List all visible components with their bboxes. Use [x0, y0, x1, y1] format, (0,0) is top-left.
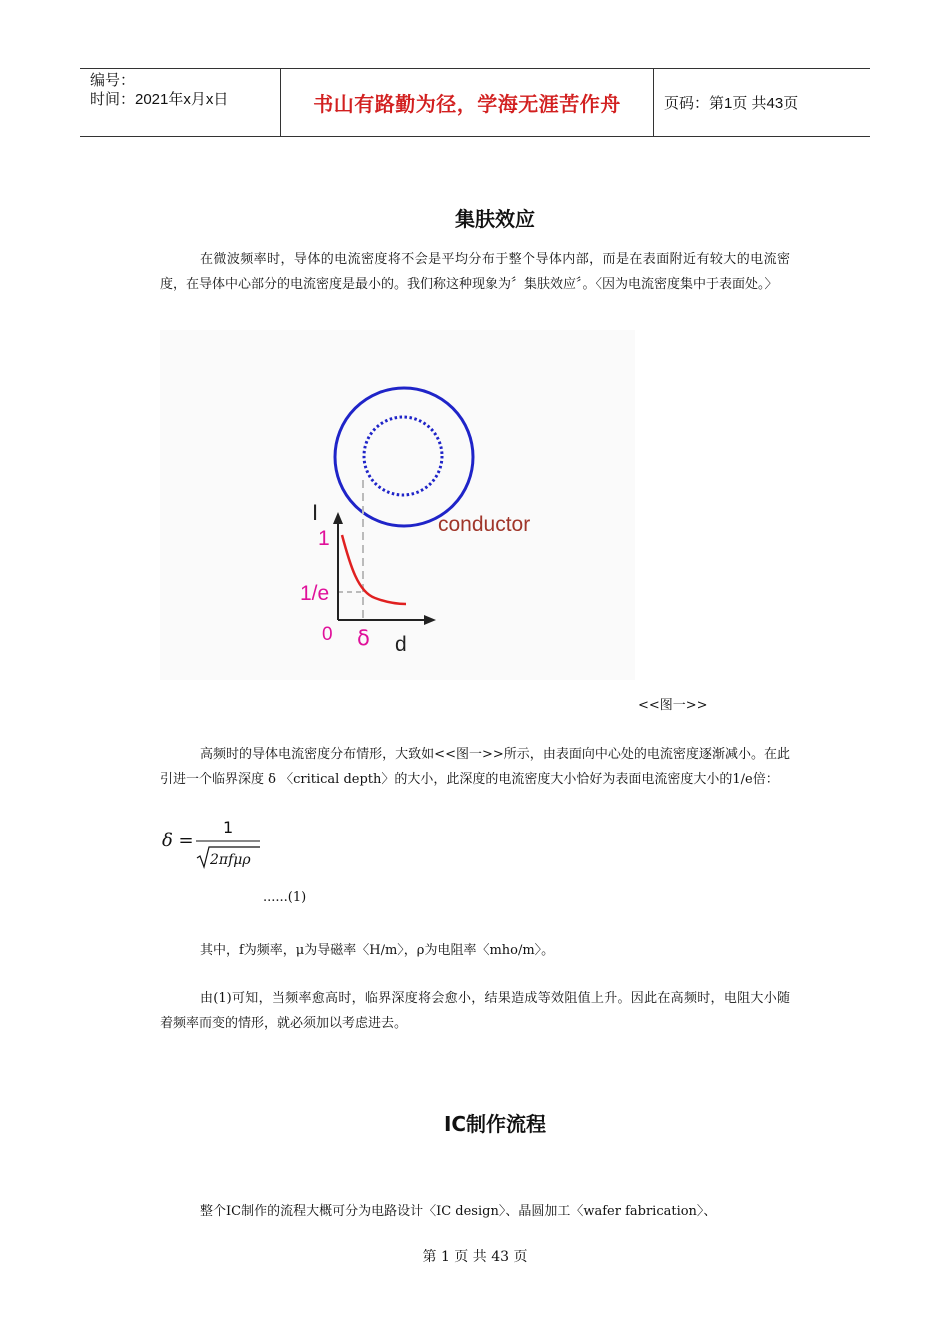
- formula-lhs: δ =: [162, 830, 194, 851]
- equation-number: ......(1): [263, 890, 307, 905]
- skin-effect-diagram: [160, 330, 635, 680]
- formula-svg: [162, 814, 272, 872]
- header-motto: 书山有路勤为径，学海无涯苦作舟: [281, 69, 654, 136]
- page-header: [80, 68, 870, 137]
- paragraph-variables: 其中，f为频率，μ为导磁率〈H/m〉，ρ为电阻率〈mho/m〉。: [200, 943, 555, 958]
- critical-depth-formula: [162, 814, 272, 872]
- figure-caption: <<图一>>: [638, 698, 708, 713]
- section-title-ic-process: IC制作流程: [443, 1112, 547, 1136]
- section-title-skin-effect: 集肤效应: [455, 207, 535, 231]
- label-conductor: conductor: [438, 513, 531, 536]
- formula-denominator: 2πfμρ: [210, 852, 251, 868]
- label-one: 1: [318, 527, 330, 550]
- formula-numerator: 1: [223, 818, 234, 837]
- number-label: 编号：: [90, 72, 136, 89]
- label-zero: 0: [322, 624, 333, 645]
- header-left-cell: [80, 69, 281, 136]
- label-d: d: [395, 633, 407, 656]
- paragraph-ic-process: 整个IC制作的流程大概可分为电路设计〈IC design〉、晶圆加工〈wafer fabrication〉、: [200, 1204, 717, 1219]
- header-page-code: 页码：第1页 共43页: [664, 95, 799, 112]
- label-delta: δ: [357, 626, 370, 650]
- paragraph-intro: 在微波频率时，导体的电流密度将不会是平均分布于整个导体内部，而是在表面附近有较大的电流密度，在导体中心部分的电流密度是最小的。我们称这种现象为〞集肤效应〞。〈因为电流密度集中于表面处。〉: [160, 252, 790, 292]
- page-footer: 第 1 页 共 43 页: [422, 1249, 528, 1265]
- label-one-over-e: 1/e: [300, 582, 330, 605]
- paragraph-conclusion: 由(1)可知，当频率愈高时，临界深度将会愈小，结果造成等效阻值上升。因此在高频时，电阻大小随着频率而变的情形，就必须加以考虑进去。: [160, 991, 790, 1031]
- skin-effect-figure: [160, 330, 635, 680]
- paragraph-critical-depth: 高频时的导体电流密度分布情形，大致如<<图一>>所示，由表面向中心处的电流密度逐渐减小。在此引进一个临界深度 δ 〈critical depth〉的大小，此深度的电流密度大小恰好为表面电流密度大小的1/e倍：: [160, 747, 790, 787]
- time-label: 时间：2021年x月x日: [90, 91, 229, 108]
- label-I: I: [312, 500, 319, 525]
